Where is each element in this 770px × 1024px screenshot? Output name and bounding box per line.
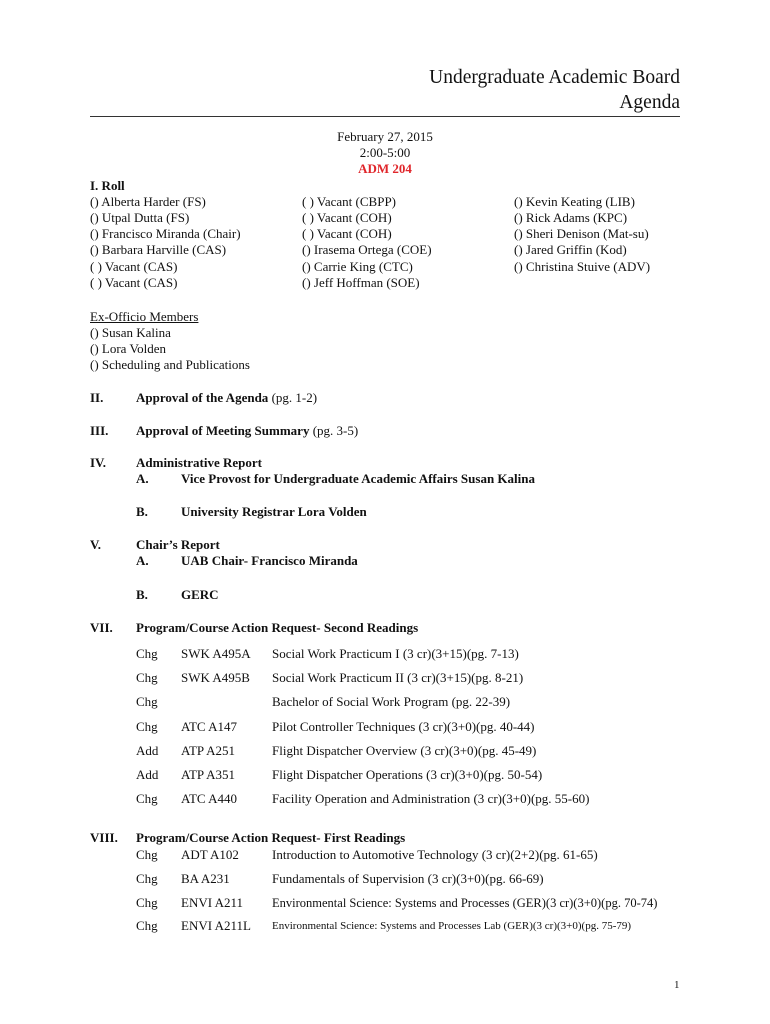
course-description: Social Work Practicum II (3 cr)(3+15)(pg. 8-21) [272,670,524,685]
roll-member: () Alberta Harder (FS) [90,194,206,209]
course-description: Flight Dispatcher Operations (3 cr)(3+0)(pg. 50-54) [272,767,543,782]
ex-officio-member: () Scheduling and Publications [90,357,250,372]
roll-member: () Christina Stuive (ADV) [514,259,651,274]
course-code: SWK A495A [181,646,251,661]
course-action: Chg [136,791,158,806]
course-action: Chg [136,646,158,661]
section-pages: (pg. 3-5) [309,423,359,438]
course-description: Social Work Practicum I (3 cr)(3+15)(pg. 7-13) [272,646,519,661]
roll-member: () Jared Griffin (Kod) [514,242,627,257]
section-title: Approval of the Agenda [136,390,269,405]
course-description: Facility Operation and Administration (3 cr)(3+0)(pg. 55-60) [272,791,590,806]
document-title-line2: Agenda [619,92,680,113]
roll-member: () Sheri Denison (Mat-su) [514,226,649,241]
course-description: Environmental Science: Systems and Processes Lab (GER)(3 cr)(3+0)(pg. 75-79) [272,920,632,932]
subitem-text: University Registrar Lora Volden [181,504,367,519]
subitem-letter: B. [136,587,148,602]
roll-member: () Kevin Keating (LIB) [514,194,635,209]
subitem-letter: B. [136,504,148,519]
roll-member: () Carrie King (CTC) [302,259,413,274]
course-code: ATP A351 [181,767,236,782]
course-code: ATC A440 [181,791,237,806]
section-number: II. [90,390,104,405]
course-action: Chg [136,918,158,933]
course-code: ENVI A211 [181,895,243,910]
course-action: Chg [136,694,158,709]
roll-heading: I. Roll [90,178,125,193]
section-title: Program/Course Action Request- Second Readings [136,620,419,635]
course-description: Introduction to Automotive Technology (3 cr)(2+2)(pg. 61-65) [272,847,598,862]
course-action: Add [136,743,159,758]
course-action: Add [136,767,159,782]
subitem-text: Vice Provost for Undergraduate Academic Affairs Susan Kalina [181,471,535,486]
course-description: Bachelor of Social Work Program (pg. 22-39) [272,694,511,709]
section-number: IV. [90,455,107,470]
course-action: Chg [136,871,158,886]
section-pages: (pg. 1-2) [268,390,318,405]
roll-member: () Rick Adams (KPC) [514,210,628,225]
roll-member: ( ) Vacant (CBPP) [302,194,397,209]
roll-member: () Jeff Hoffman (SOE) [302,275,420,290]
section-number: VII. [90,620,113,635]
subitem-letter: A. [136,553,149,568]
document-title-line1: Undergraduate Academic Board [429,67,680,88]
roll-member: ( ) Vacant (CAS) [90,275,178,290]
section-title: Chair’s Report [136,537,220,552]
course-action: Chg [136,719,158,734]
course-code: SWK A495B [181,670,250,685]
meeting-location: ADM 204 [358,161,412,176]
section-approval-summary [136,423,358,439]
course-description: Fundamentals of Supervision (3 cr)(3+0)(pg. 66-69) [272,871,544,886]
subitem-letter: A. [136,471,149,486]
subitem-text: UAB Chair- Francisco Miranda [181,553,358,568]
subitem-text: GERC [181,587,219,602]
page-number: 1 [674,979,680,991]
ex-officio-member: () Susan Kalina [90,325,171,340]
ex-officio-member: () Lora Volden [90,341,167,356]
course-action: Chg [136,670,158,685]
section-number: V. [90,537,101,552]
roll-member: () Irasema Ortega (COE) [302,242,432,257]
section-number: VIII. [90,830,118,845]
roll-member: () Barbara Harville (CAS) [90,242,227,257]
course-description: Environmental Science: Systems and Processes (GER)(3 cr)(3+0)(pg. 70-74) [272,896,658,910]
course-code: BA A231 [181,871,230,886]
course-action: Chg [136,895,158,910]
ex-officio-heading: Ex-Officio Members [90,309,199,324]
section-title: Approval of Meeting Summary [136,423,310,438]
roll-member: () Francisco Miranda (Chair) [90,226,241,241]
course-code: ADT A102 [181,847,239,862]
course-code: ATC A147 [181,719,237,734]
title-divider [90,116,680,117]
meeting-date: February 27, 2015 [337,129,433,144]
roll-member: ( ) Vacant (COH) [302,226,392,241]
roll-member: () Utpal Dutta (FS) [90,210,190,225]
section-title: Administrative Report [136,455,263,470]
course-description: Flight Dispatcher Overview (3 cr)(3+0)(pg. 45-49) [272,743,537,758]
course-code: ENVI A211L [181,918,251,933]
roll-member: ( ) Vacant (CAS) [90,259,178,274]
meeting-time: 2:00-5:00 [359,145,411,160]
section-number: III. [90,423,109,438]
course-action: Chg [136,847,158,862]
section-approval-agenda [136,390,317,406]
roll-member: ( ) Vacant (COH) [302,210,392,225]
course-description: Pilot Controller Techniques (3 cr)(3+0)(pg. 40-44) [272,719,535,734]
section-title: Program/Course Action Request- First Readings [136,830,406,845]
course-code: ATP A251 [181,743,236,758]
